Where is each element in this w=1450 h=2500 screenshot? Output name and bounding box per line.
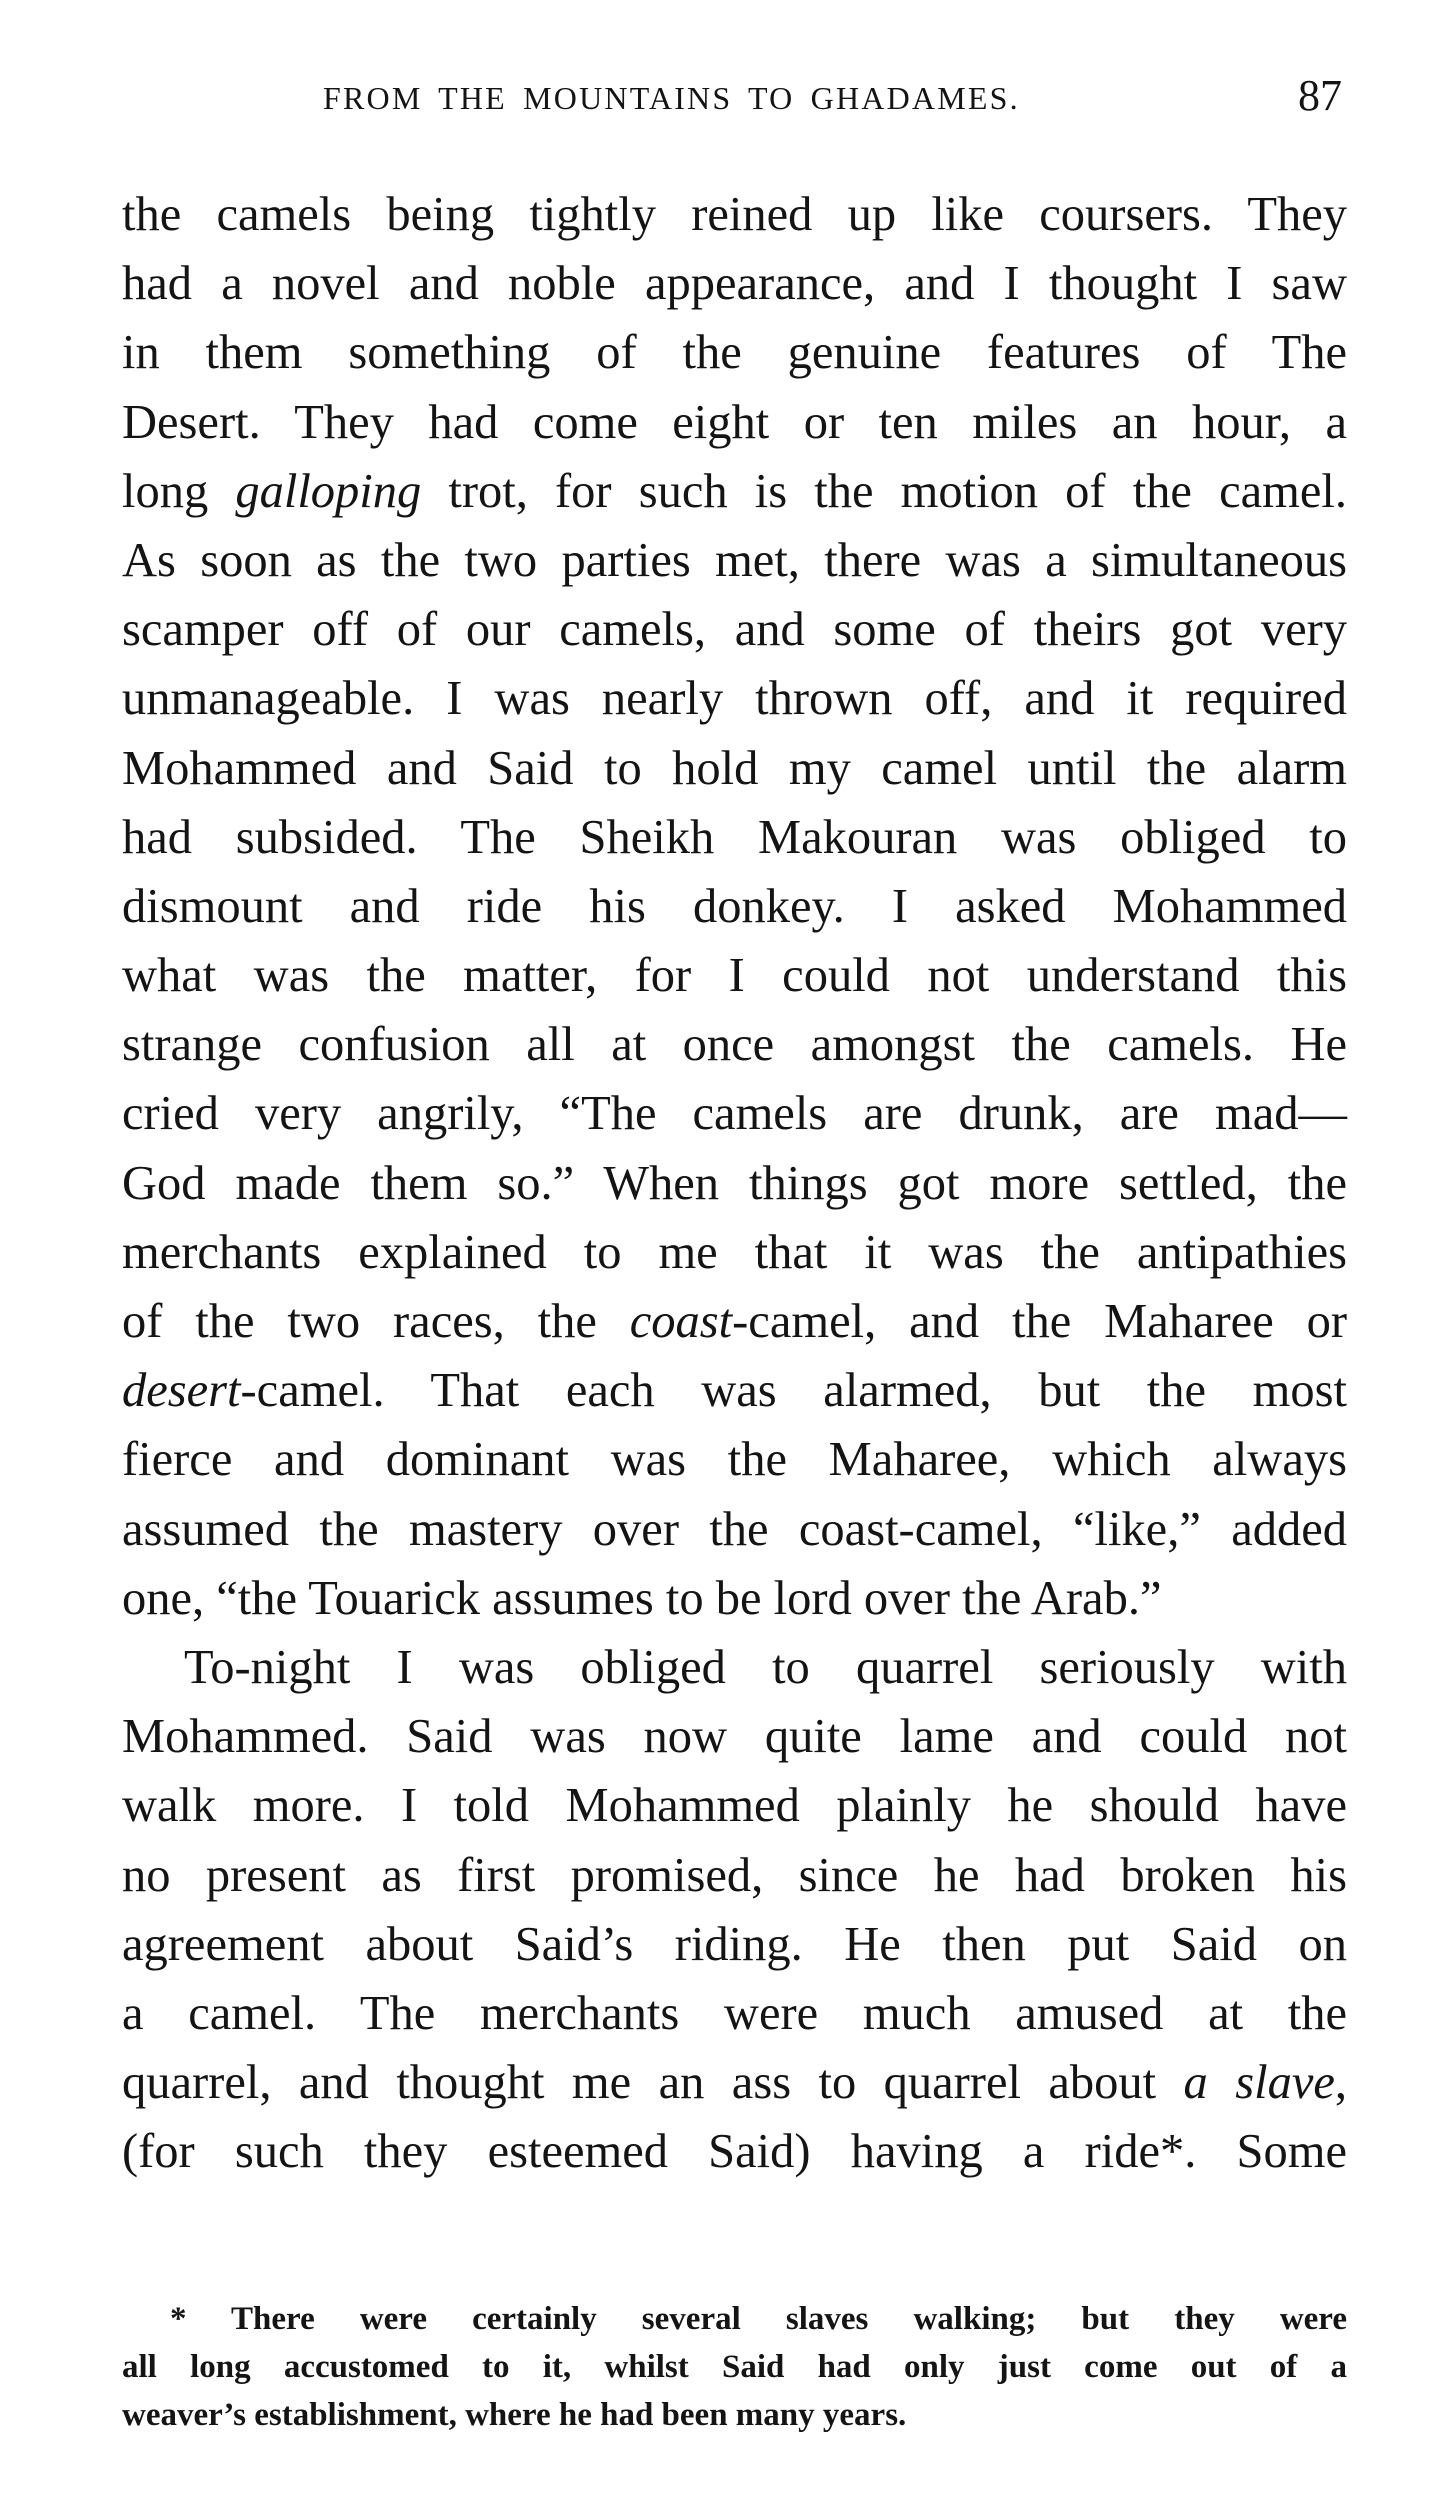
text-line: a camel. The merchants were much amused at the xyxy=(122,1986,1347,2040)
text-line: dismount and ride his donkey. I asked Mohammed xyxy=(122,879,1347,933)
text-line: quarrel, and thought me an ass to quarrel about a slave, xyxy=(122,2056,1347,2110)
text-line: scamper off of our camels, and some of theirs got very xyxy=(122,603,1347,657)
text-line: of the two races, the coast-camel, and the Maharee or xyxy=(122,1295,1347,1348)
text-line: unmanageable. I was nearly thrown off, and it required xyxy=(122,672,1347,726)
text-line: agreement about Said’s riding. He then put Said on xyxy=(122,1917,1347,1971)
text-line: strange confusion all at once amongst the camels. He xyxy=(122,1018,1347,1072)
text-line: To-night I was obliged to quarrel seriously with xyxy=(184,1640,1347,1694)
text-line: what was the matter, for I could not understand this xyxy=(122,949,1347,1003)
body-text xyxy=(122,180,1347,2186)
text-line: long galloping trot, for such is the motion of the camel. xyxy=(122,464,1347,518)
text-line: Mohammed. Said was now quite lame and could not xyxy=(122,1710,1347,1764)
text-line: (for such they esteemed Said) having a ride*. Some xyxy=(122,2125,1347,2179)
running-title: FROM THE MOUNTAINS TO GHADAMES. xyxy=(323,80,1020,116)
text-line: walk more. I told Mohammed plainly he should have xyxy=(122,1779,1347,1833)
text-line: merchants explained to me that it was the antipathies xyxy=(122,1225,1347,1279)
text-line: desert-camel. That each was alarmed, but the most xyxy=(122,1364,1347,1418)
text-line: Desert. They had come eight or ten miles an hour, a xyxy=(122,395,1347,449)
text-line: cried very angrily, “The camels are drunk, are mad— xyxy=(122,1087,1347,1141)
footnote-line: * There were certainly several slaves walking; but they were xyxy=(170,2301,1347,2337)
text-line: assumed the mastery over the coast-camel, “like,” added xyxy=(122,1502,1347,1556)
text-line: had subsided. The Sheikh Makouran was obliged to xyxy=(122,810,1347,864)
text-line: God made them so.” When things got more settled, the xyxy=(122,1156,1347,1210)
text-line: had a novel and noble appearance, and I thought I saw xyxy=(122,257,1347,311)
text-line: As soon as the two parties met, there was a simultaneous xyxy=(122,533,1347,587)
page-number: 87 xyxy=(1298,71,1342,120)
footnote xyxy=(122,2295,1347,2439)
text-line: one, “the Touarick assumes to be lord over the Arab.” xyxy=(122,1571,1162,1625)
text-line: the camels being tightly reined up like coursers. They xyxy=(122,188,1347,241)
text-line: Mohammed and Said to hold my camel until the alarm xyxy=(122,741,1347,795)
footnote-line: weaver’s establishment, where he had been many years. xyxy=(122,2397,907,2433)
text-line: in them something of the genuine features of The xyxy=(122,326,1347,380)
text-line: fierce and dominant was the Maharee, which always xyxy=(122,1433,1347,1487)
text-line: no present as first promised, since he had broken his xyxy=(122,1848,1347,1902)
footnote-line: all long accustomed to it, whilst Said had only just come out of a xyxy=(122,2349,1347,2385)
